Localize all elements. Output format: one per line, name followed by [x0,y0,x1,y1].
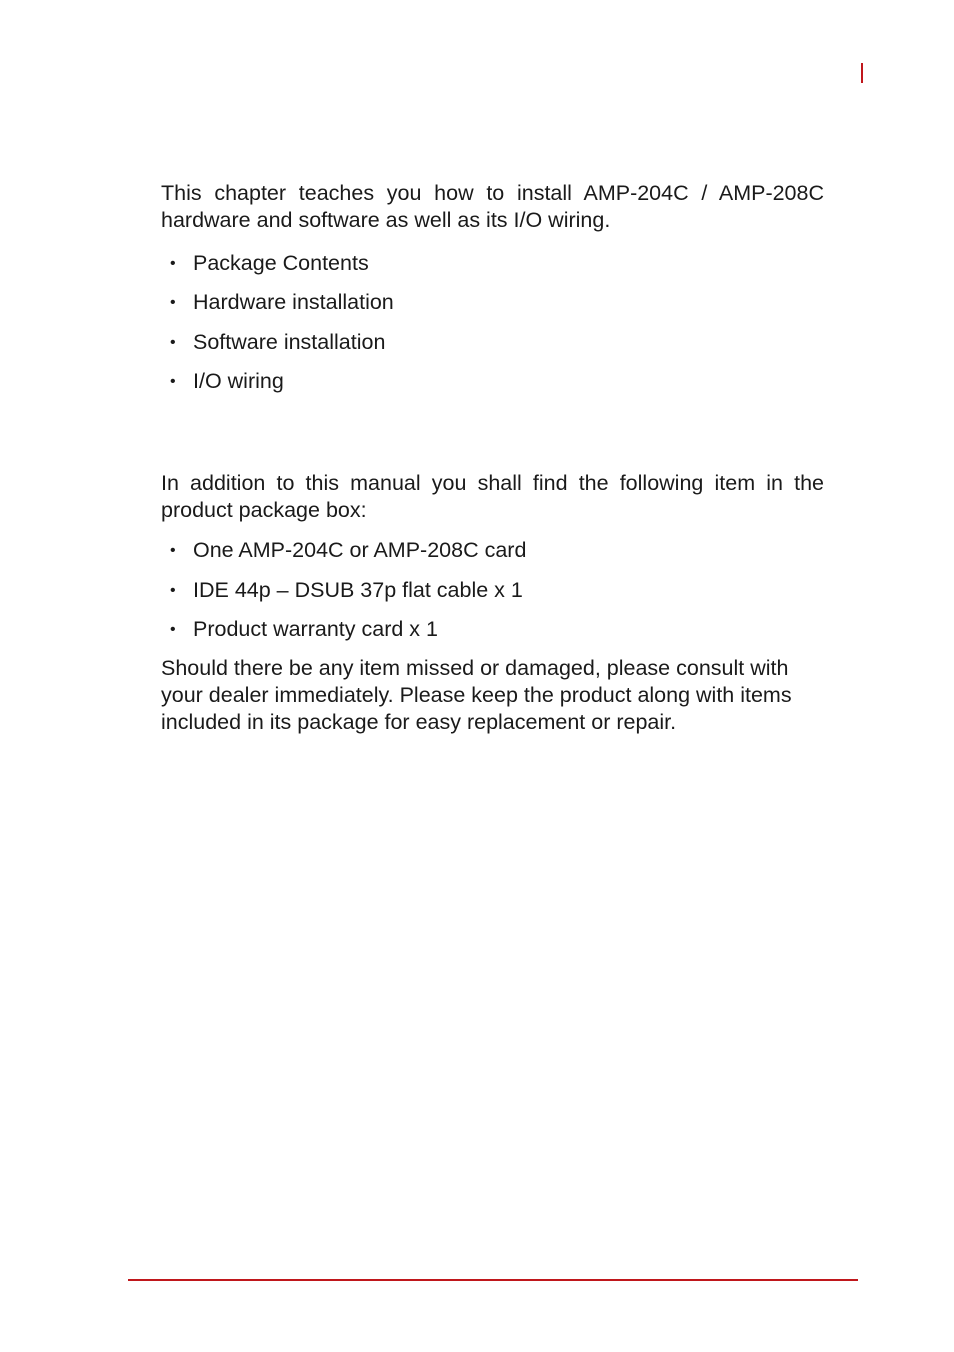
bullet-icon: • [170,621,176,638]
list-item: • Package Contents [170,251,369,275]
list-item: • I/O wiring [170,369,284,393]
intro-bullet-list [161,250,824,395]
footer-rule [128,1279,858,1281]
bullet-icon: • [170,373,176,390]
intro-paragraph: This chapter teaches you how to install AMP-204C / AMP-208C hardware and software as well as its I/O wiring. [161,181,824,232]
list-item: • One AMP-204C or AMP-208C card [170,538,527,562]
package-bullet-list [161,537,824,643]
list-item: • Software installation [170,330,386,354]
header-accent-mark [861,63,863,83]
bullet-icon: • [170,542,176,559]
list-item: • IDE 44p – DSUB 37p flat cable x 1 [170,578,523,602]
list-item: • Hardware installation [170,290,394,314]
bullet-icon: • [170,255,176,272]
document-body [161,180,824,736]
package-intro-paragraph: In addition to this manual you shall find the following item in the product package box: [161,471,824,522]
bullet-icon: • [170,334,176,351]
bullet-icon: • [170,294,176,311]
bullet-icon: • [170,582,176,599]
list-item: • Product warranty card x 1 [170,617,438,641]
package-note-paragraph: Should there be any item missed or damaged, please consult with your dealer immediately. Please keep the product along with items included in its package for easy replacement or repair. [161,656,792,734]
